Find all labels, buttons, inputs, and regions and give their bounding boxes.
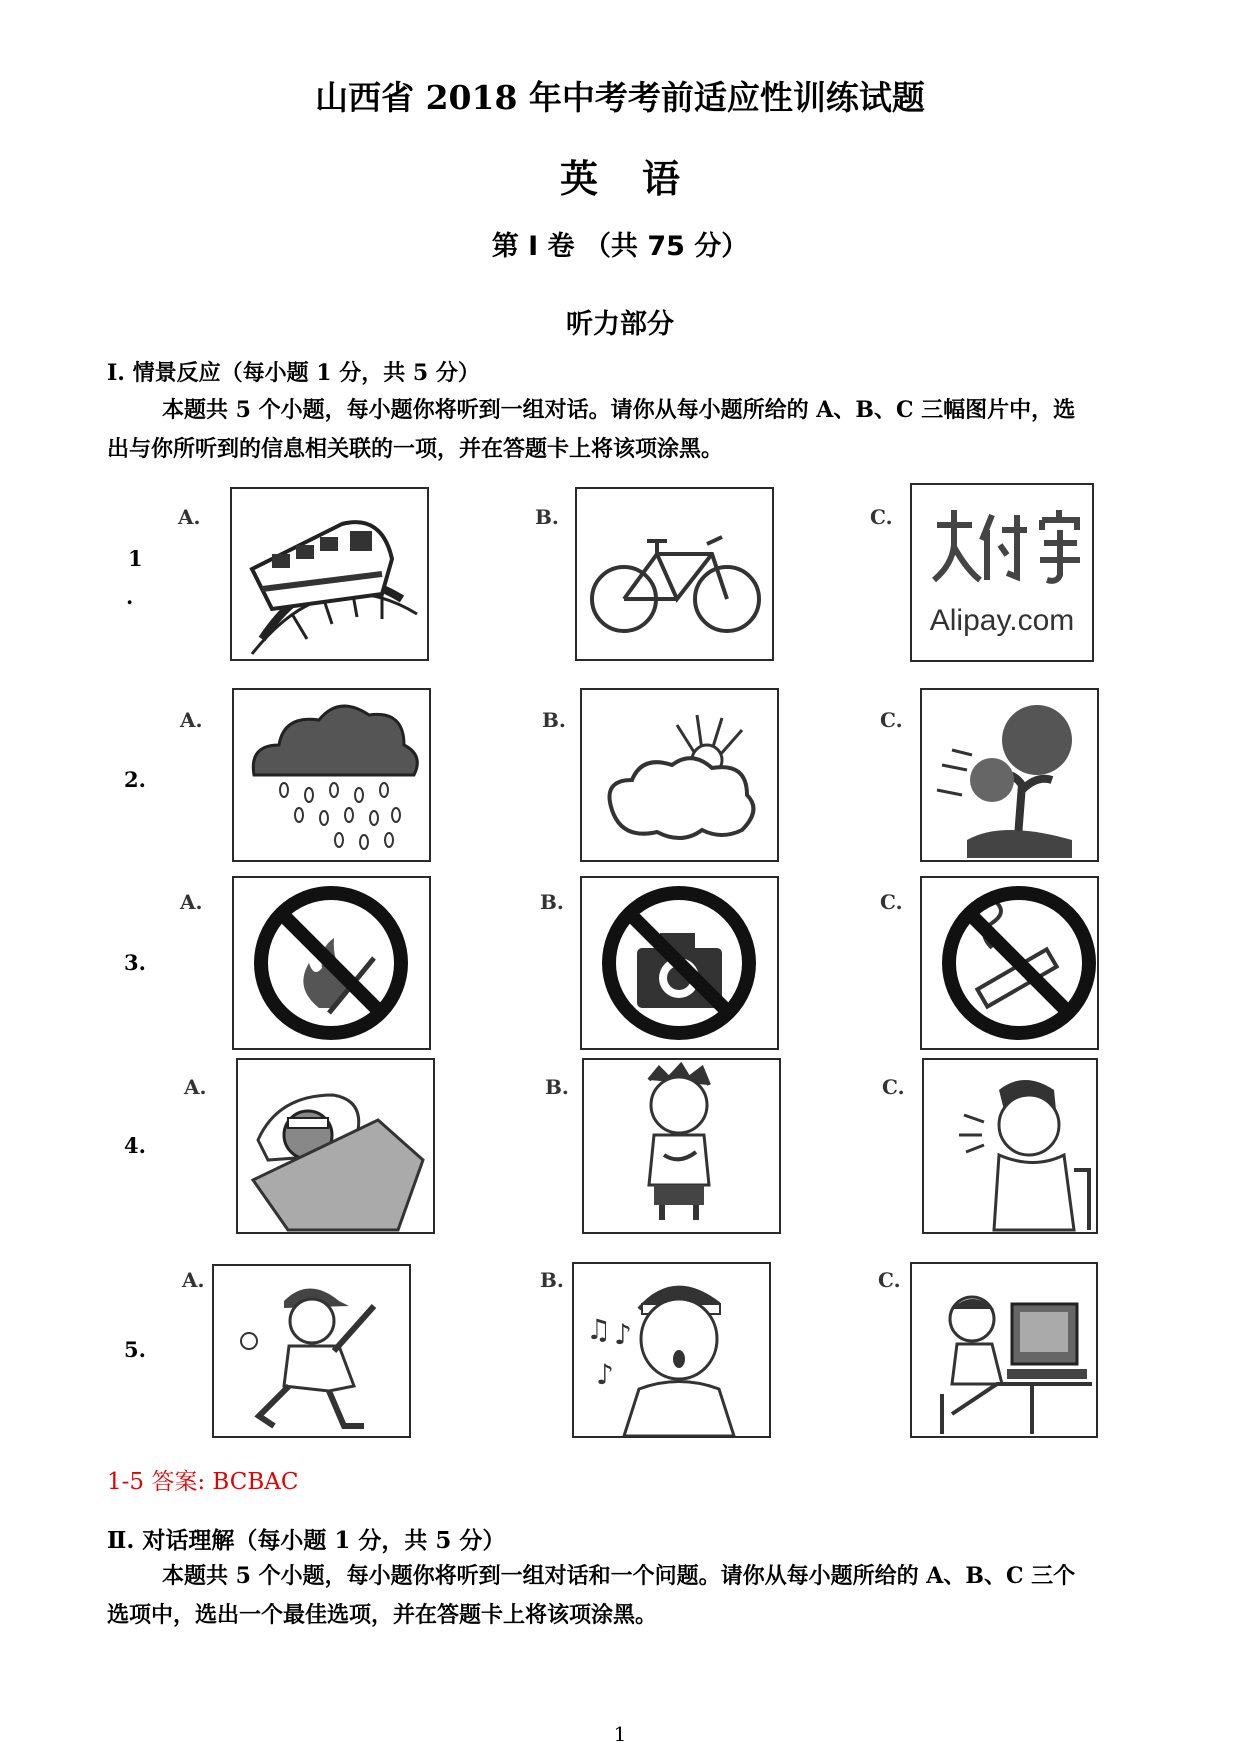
option-label-a: A. bbox=[184, 1075, 207, 1099]
baseball-player-icon bbox=[212, 1264, 411, 1438]
option-label-b: B. bbox=[540, 890, 564, 914]
question-number: 2. bbox=[124, 767, 146, 792]
no-smoking-sign bbox=[920, 876, 1099, 1050]
no-camera-sign bbox=[580, 876, 779, 1050]
question-number: 4. bbox=[124, 1133, 146, 1158]
page-number: 1 bbox=[613, 1722, 627, 1746]
no-fire-sign bbox=[232, 876, 431, 1050]
option-label-a: A. bbox=[180, 890, 203, 914]
alipay-logo bbox=[910, 483, 1094, 662]
option-label-c: C. bbox=[870, 505, 893, 529]
svg-text:♪: ♪ bbox=[596, 1358, 614, 1391]
cloudy-sun-icon bbox=[580, 688, 779, 862]
section2-instruction: 本题共 5 个小题，每小题你将听到一组对话和一个问题。请你从每小题所给的 A、B、C 三个选项中，选出一个最佳选项，并在答题卡上将该项涂黑。 bbox=[107, 1563, 1076, 1628]
sneezing-man-icon bbox=[922, 1058, 1098, 1234]
exam-title: 山西省 2018 年中考考前适应性训练试题 bbox=[315, 78, 925, 117]
option-label-b: B. bbox=[535, 505, 559, 529]
option-label-b: B. bbox=[540, 1268, 564, 1292]
option-label-a: A. bbox=[180, 708, 203, 732]
train-icon bbox=[230, 487, 429, 661]
option-label-c: C. bbox=[880, 708, 903, 732]
windy-tree-icon bbox=[920, 688, 1099, 862]
option-label-c: C. bbox=[882, 1075, 905, 1099]
option-label-b: B. bbox=[545, 1075, 569, 1099]
part-title: 听力部分 bbox=[566, 309, 674, 340]
singing-boy-icon bbox=[572, 1262, 771, 1438]
section1-answer: 1-5 答案: BCBAC bbox=[107, 1469, 299, 1495]
fever-in-bed-icon bbox=[236, 1058, 435, 1234]
question-number: 5. bbox=[124, 1337, 146, 1362]
svg-text:♫: ♫ bbox=[586, 1313, 612, 1346]
bicycle-icon bbox=[575, 487, 774, 661]
option-label-b: B. bbox=[542, 708, 566, 732]
rain-cloud-icon bbox=[232, 688, 431, 862]
svg-text:♪: ♪ bbox=[614, 1318, 632, 1351]
option-label-a: A. bbox=[178, 505, 201, 529]
subject-title: 英语 bbox=[559, 156, 724, 201]
computer-boy-icon bbox=[910, 1262, 1098, 1438]
stomachache-boy-icon bbox=[582, 1058, 781, 1234]
question-number-dot: . bbox=[126, 584, 134, 609]
option-label-c: C. bbox=[880, 890, 903, 914]
question-number: 1 bbox=[128, 546, 143, 571]
alipay-text: Alipay.com bbox=[929, 604, 1075, 637]
section1-instruction: 本题共 5 个小题，每小题你将听到一组对话。请你从每小题所给的 A、B、C 三幅图片中，选出与你所听到的信息相关联的一项，并在答题卡上将该项涂黑。 bbox=[107, 397, 1076, 462]
option-label-c: C. bbox=[878, 1268, 901, 1292]
section2-heading: Ⅱ. 对话理解（每小题 1 分，共 5 分） bbox=[107, 1527, 506, 1554]
section1-heading: I. 情景反应（每小题 1 分，共 5 分） bbox=[107, 360, 480, 386]
question-number: 3. bbox=[124, 950, 146, 975]
volume-title: 第 I 卷 （共 75 分） bbox=[491, 231, 749, 262]
option-label-a: A. bbox=[182, 1268, 205, 1292]
